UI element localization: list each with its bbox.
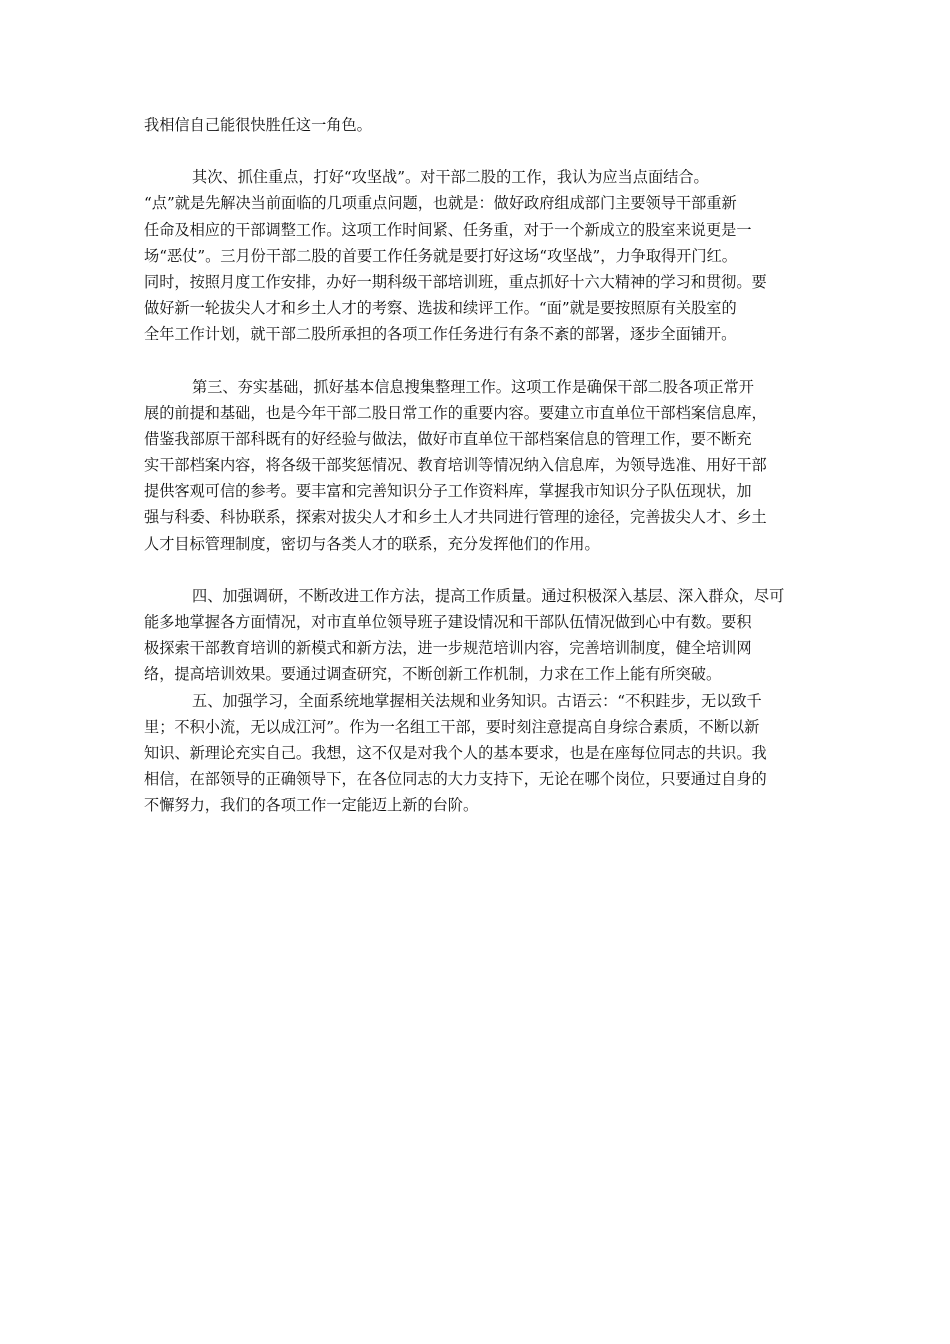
text-line: 我相信自己能很快胜任这一角色。	[144, 116, 372, 134]
text-line: 提供客观可信的参考。要丰富和完善知识分子工作资料库，掌握我市知识分子队伍现状，加	[144, 482, 752, 501]
paragraph-0	[144, 112, 812, 138]
text-line: 其次、抓住重点，打好“攻坚战”。对干部二股的工作，我认为应当点面结合。	[192, 168, 709, 187]
paragraph-gap	[144, 138, 812, 164]
text-line: 人才目标管理制度，密切与各类人才的联系，充分发挥他们的作用。	[144, 534, 600, 553]
text-line: 第三、夯实基础，抓好基本信息搜集整理工作。这项工作是确保干部二股各项正常开	[192, 377, 754, 396]
text-line: 里；不积小流，无以成江河”。作为一名组工干部，要时刻注意提高自身综合素质，不断以新	[144, 717, 760, 736]
paragraph-4	[144, 688, 812, 819]
text-line: 络，提高培训效果。要通过调查研究，不断创新工作机制，力求在工作上能有所突破。	[144, 665, 722, 684]
text-line: 强与科委、科协联系，探索对拔尖人才和乡土人才共同进行管理的途径，完善拔尖人才、乡土	[144, 508, 767, 527]
text-line: 任命及相应的干部调整工作。这项工作时间紧、任务重，对于一个新成立的股室来说更是一	[144, 220, 752, 239]
paragraph-2	[144, 374, 812, 557]
text-line: 极探索干部教育培训的新模式和新方法，进一步规范培训内容，完善培训制度，健全培训网	[144, 639, 752, 658]
text-line: 场“恶仗”。三月份干部二股的首要工作任务就是要打好这场“攻坚战”，力争取得开门红。	[144, 246, 737, 265]
paragraph-gap	[144, 557, 812, 583]
text-line: 展的前提和基础，也是今年干部二股日常工作的重要内容。要建立市直单位干部档案信息库，	[144, 403, 767, 422]
document-page	[144, 112, 812, 819]
text-line: 做好新一轮拔尖人才和乡土人才的考察、选拔和续评工作。“面”就是要按照原有关股室的	[144, 299, 737, 318]
text-line: 同时，按照月度工作安排，办好一期科级干部培训班，重点抓好十六大精神的学习和贯彻。要	[144, 272, 767, 291]
text-line: 四、加强调研，不断改进工作方法，提高工作质量。通过积极深入基层、深入群众，尽可	[192, 586, 785, 605]
text-line: 全年工作计划，就干部二股所承担的各项工作任务进行有条不紊的部署，逐步全面铺开。	[144, 325, 737, 344]
text-line: 相信，在部领导的正确领导下，在各位同志的大力支持下，无论在哪个岗位，只要通过自身的	[144, 770, 767, 789]
paragraph-3	[144, 583, 812, 688]
text-line: 借鉴我部原干部科既有的好经验与做法，做好市直单位干部档案信息的管理工作，要不断充	[144, 429, 752, 448]
paragraph-1	[144, 164, 812, 347]
paragraph-gap	[144, 348, 812, 374]
text-line: 五、加强学习，全面系统地掌握相关法规和业务知识。古语云：“不积跬步，无以致千	[192, 691, 762, 710]
text-line: 能多地掌握各方面情况，对市直单位领导班子建设情况和干部队伍情况做到心中有数。要积	[144, 613, 752, 631]
text-line: “点”就是先解决当前面临的几项重点问题，也就是：做好政府组成部门主要领导干部重新	[144, 194, 737, 213]
text-line: 实干部档案内容，将各级干部奖惩情况、教育培训等情况纳入信息库，为领导选准、用好干部	[144, 456, 767, 475]
text-line: 不懈努力，我们的各项工作一定能迈上新的台阶。	[144, 796, 479, 815]
text-line: 知识、新理论充实自己。我想，这不仅是对我个人的基本要求，也是在座每位同志的共识。我	[144, 743, 767, 762]
